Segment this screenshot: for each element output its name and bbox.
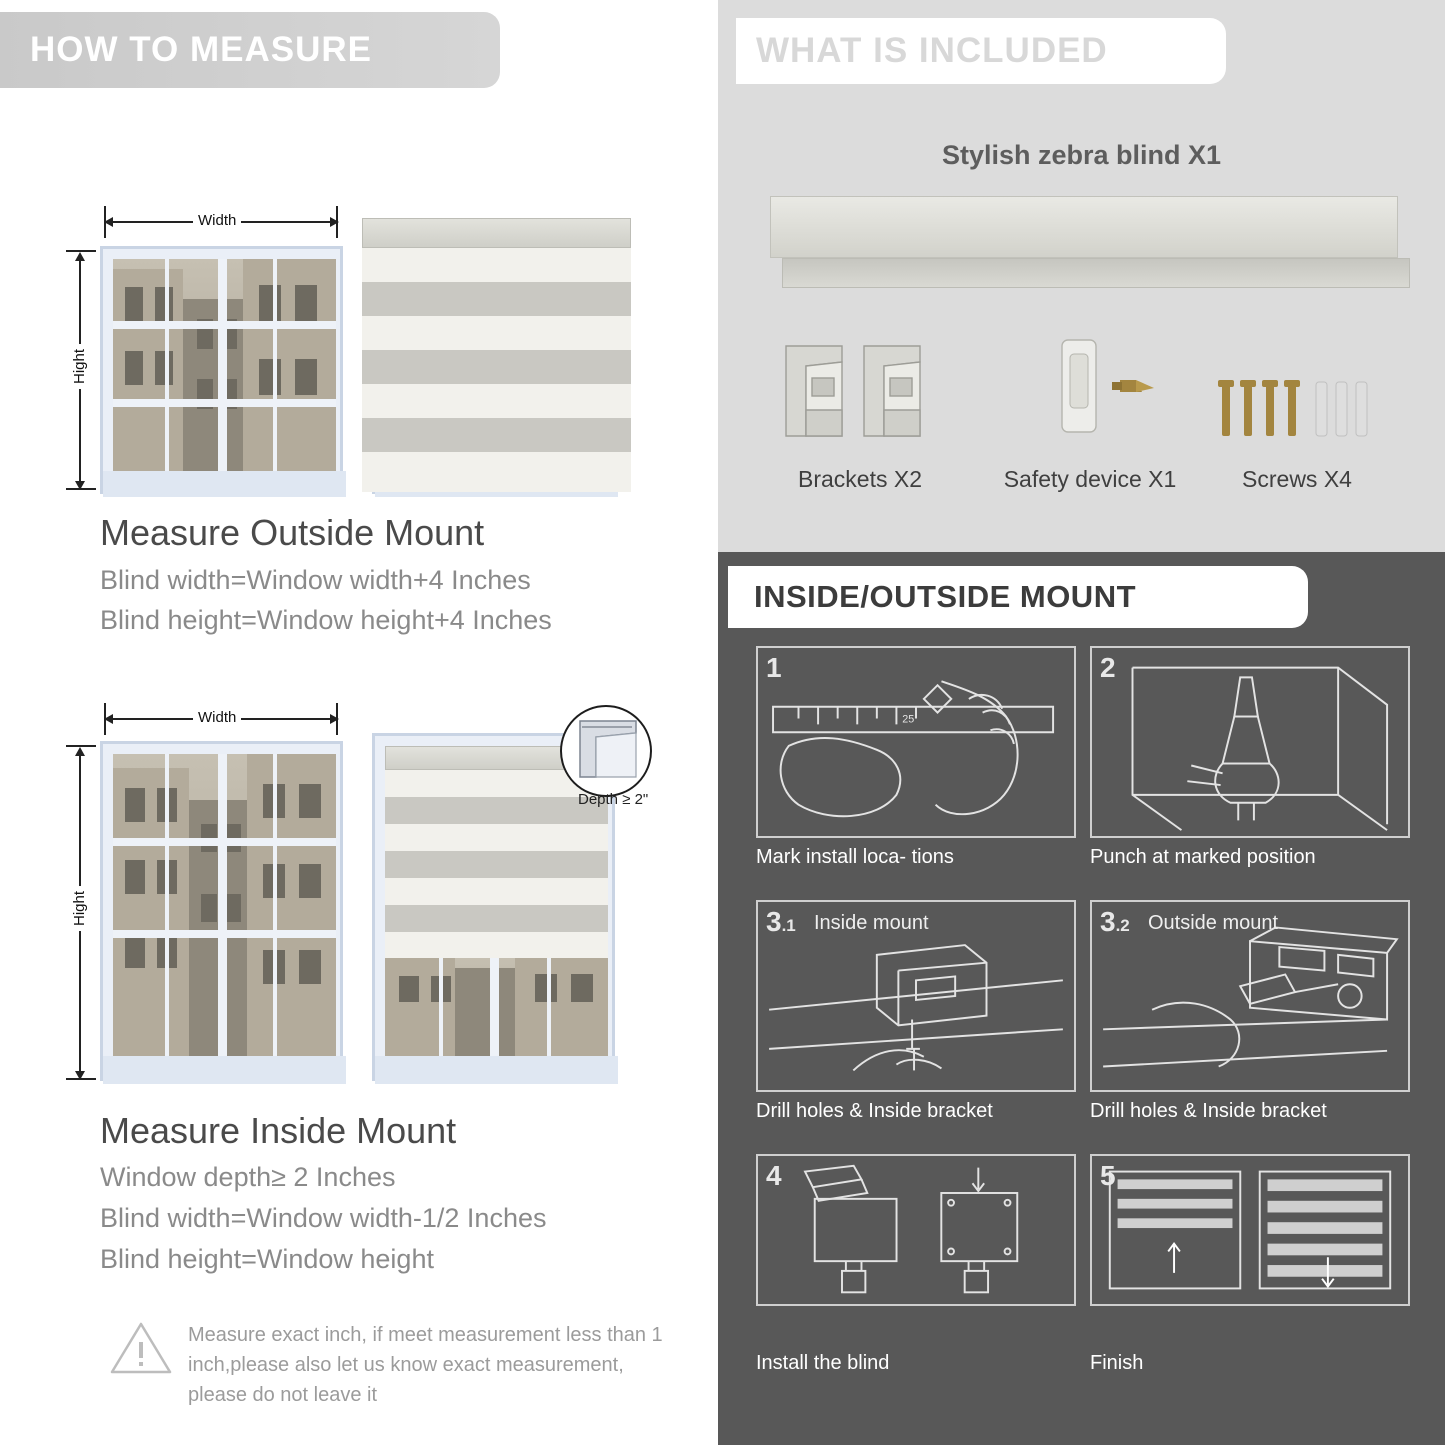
step-3-2-inner-label: Outside mount (1148, 912, 1279, 934)
inside-width-label: Width (193, 709, 241, 726)
zebra-blind-product-image (770, 196, 1398, 258)
window-frame-outside (100, 246, 343, 494)
outside-height-tick-top (66, 250, 96, 252)
inside-mount-line-1: Window depth≥ 2 Inches (100, 1162, 396, 1192)
outside-height-label: Hight (71, 344, 88, 389)
inside-mount-illustration (0, 695, 716, 1095)
outside-mount-illustration (0, 100, 716, 500)
part-label-brackets: Brackets X2 (798, 466, 922, 492)
window-glass-outside (113, 259, 336, 471)
step-5-sketch (1092, 1156, 1408, 1304)
how-to-measure-header: HOW TO MEASURE (0, 12, 500, 88)
measurement-warning (110, 1320, 670, 1410)
step-4 (756, 1154, 1076, 1306)
inside-mount-line-2: Blind width=Window width-1/2 Inches (100, 1203, 547, 1233)
zebra-blind-outside (362, 218, 631, 492)
zebra-blind-product-shadow (782, 258, 1410, 288)
window-frame-inside (100, 741, 343, 1081)
step-4-number: 4 (766, 1160, 782, 1191)
depth-callout-circle (560, 705, 652, 797)
screws-image (1212, 378, 1382, 448)
step-3-2 (1090, 900, 1410, 1092)
step-4-caption: Install the blind (756, 1352, 890, 1374)
outside-width-tick-left (104, 206, 106, 238)
how-to-measure-panel (0, 0, 716, 1445)
inside-height-tick-top (66, 745, 96, 747)
step-2 (1090, 646, 1410, 838)
step-2-sketch (1092, 648, 1408, 836)
inside-mount-line-3: Blind height=Window height (100, 1244, 434, 1274)
inside-height-tick-bottom (66, 1078, 96, 1080)
inside-width-tick-left (104, 703, 106, 735)
inside-height-arrow-up (75, 747, 85, 756)
what-is-included-header: WHAT IS INCLUDED (736, 18, 1226, 84)
step-1-caption: Mark install loca- tions (756, 846, 954, 868)
outside-height-arrow-up (75, 252, 85, 261)
step-2-number: 2 (1100, 652, 1116, 683)
outside-width-tick-right (336, 206, 338, 238)
outside-mount-line-1: Blind width=Window width+4 Inches (100, 565, 531, 595)
step-5-number: 5 (1100, 1160, 1116, 1191)
step-5 (1090, 1154, 1410, 1306)
window-glass-inside (113, 754, 336, 1056)
svg-text:25: 25 (902, 713, 915, 726)
step-1-sketch (758, 648, 1074, 836)
outside-mount-line-2: Blind height=Window height+4 Inches (100, 605, 552, 635)
included-main-item-label: Stylish zebra blind X1 (941, 140, 1222, 170)
step-3-1-caption: Drill holes & Inside bracket (756, 1100, 993, 1122)
part-label-safety-device: Safety device X1 (1003, 466, 1177, 492)
step-3-1 (756, 900, 1076, 1092)
step-3-2-number: 3.2 (1100, 906, 1130, 937)
step-4-sketch (758, 1156, 1074, 1304)
inside-mount-title: Measure Inside Mount (100, 1110, 457, 1151)
window-glass-inside-blinded (385, 956, 608, 1056)
step-3-2-caption: Drill holes & Inside bracket (1090, 1100, 1327, 1122)
part-label-screws: Screws X4 (1242, 466, 1352, 492)
step-3-1-number: 3.1 (766, 906, 796, 937)
inside-outside-mount-header: INSIDE/OUTSIDE MOUNT (728, 566, 1308, 628)
warning-triangle-icon (110, 1320, 172, 1376)
inside-width-tick-right (336, 703, 338, 735)
step-5-caption: Finish (1090, 1352, 1144, 1374)
step-1 (756, 646, 1076, 838)
step-1-number: 1 (766, 652, 782, 683)
safety-device-image (1050, 332, 1170, 452)
step-3-1-inner-label: Inside mount (814, 912, 929, 934)
warning-text: Measure exact inch, if meet measurement less than 1 inch,please also let us know exact measurement, please do not leave it (188, 1324, 663, 1406)
outside-mount-title: Measure Outside Mount (100, 512, 485, 553)
brackets-image (780, 340, 940, 450)
depth-label: Depth ≥ 2" (578, 791, 649, 808)
outside-height-tick-bottom (66, 488, 96, 490)
inside-height-label: Hight (71, 886, 88, 931)
step-2-caption: Punch at marked position (1090, 846, 1316, 868)
outside-width-label: Width (193, 212, 241, 229)
